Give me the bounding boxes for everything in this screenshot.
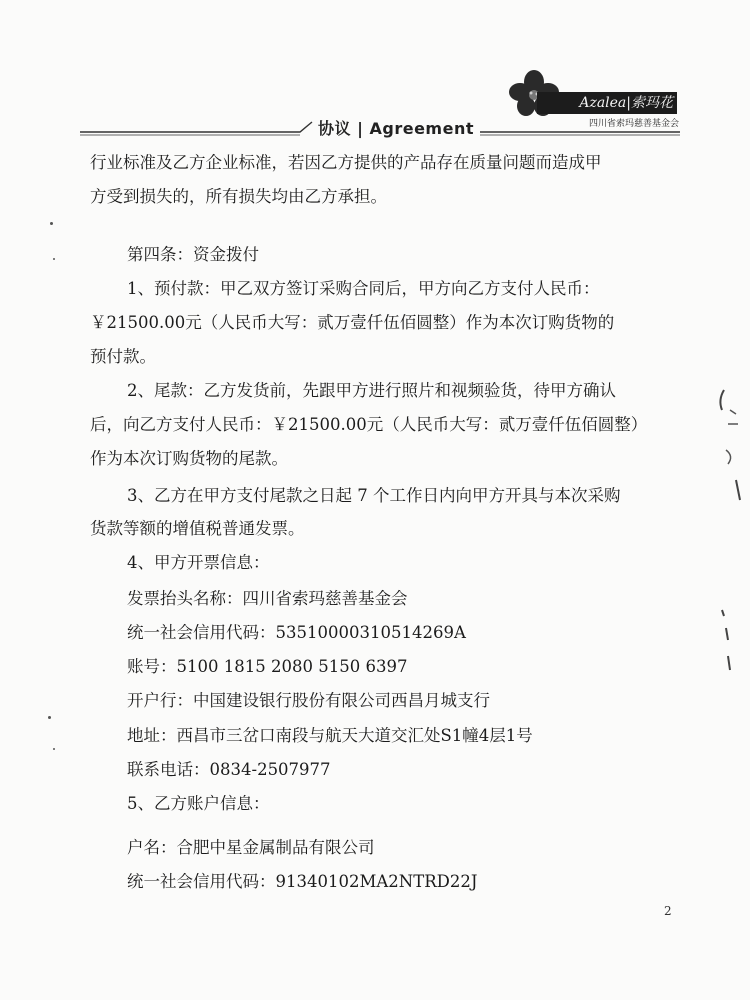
scan-speck xyxy=(48,716,51,719)
text-line: 4、甲方开票信息： xyxy=(127,553,270,572)
bank-line: 开户行：中国建设银行股份有限公司西昌月城支行 xyxy=(127,691,490,710)
credit-code-line: 统一社会信用代码：91340102MA2NTRD22J xyxy=(127,872,478,891)
scan-speck xyxy=(53,258,55,260)
account-number-line: 账号：5100 1815 2080 5150 6397 xyxy=(127,657,408,676)
text-line: 2、尾款：乙方发货前，先跟甲方进行照片和视频验货，待甲方确认 xyxy=(127,381,616,400)
invoice-title-line: 发票抬头名称：四川省索玛慈善基金会 xyxy=(127,589,408,608)
address-line: 地址：西昌市三岔口南段与航天大道交汇处S1幢4层1号 xyxy=(127,726,533,745)
text-line: ￥21500.00元（人民币大写：贰万壹仟伍佰圆整）作为本次订购货物的 xyxy=(90,313,615,332)
section-heading: 第四条：资金拨付 xyxy=(127,245,259,264)
header-title: 协议 | Agreement xyxy=(318,119,474,138)
credit-code-line: 统一社会信用代码：53510000310514269A xyxy=(127,623,466,642)
page-number: 2 xyxy=(664,904,672,918)
foundation-logo xyxy=(497,68,679,130)
text-line: 3、乙方在甲方支付尾款之日起 7 个工作日内向甲方开具与本次采购 xyxy=(127,486,621,505)
scan-speck xyxy=(50,222,53,225)
text-line: 货款等额的增值税普通发票。 xyxy=(90,519,305,538)
phone-line: 联系电话：0834-2507977 xyxy=(127,760,331,779)
logo-org-name: 四川省索玛慈善基金会 xyxy=(588,119,679,129)
logo-brand: Azalea|索玛花 xyxy=(537,92,677,114)
text-line: 1、预付款：甲乙双方签订采购合同后，甲方向乙方支付人民币： xyxy=(127,279,600,298)
scan-speck xyxy=(53,748,55,750)
text-line: 预付款。 xyxy=(90,347,156,366)
text-line: 后，向乙方支付人民币：￥21500.00元（人民币大写：贰万壹仟伍佰圆整） xyxy=(90,415,648,434)
binding-edge-marks xyxy=(712,600,742,690)
text-line: 方受到损失的，所有损失均由乙方承担。 xyxy=(90,187,387,206)
binding-edge-marks xyxy=(710,380,750,530)
account-name-line: 户名：合肥中星金属制品有限公司 xyxy=(127,838,375,857)
text-line: 行业标准及乙方企业标准，若因乙方提供的产品存在质量问题而造成甲 xyxy=(90,153,602,172)
text-line: 作为本次订购货物的尾款。 xyxy=(90,449,288,468)
text-line: 5、乙方账户信息： xyxy=(127,794,270,813)
